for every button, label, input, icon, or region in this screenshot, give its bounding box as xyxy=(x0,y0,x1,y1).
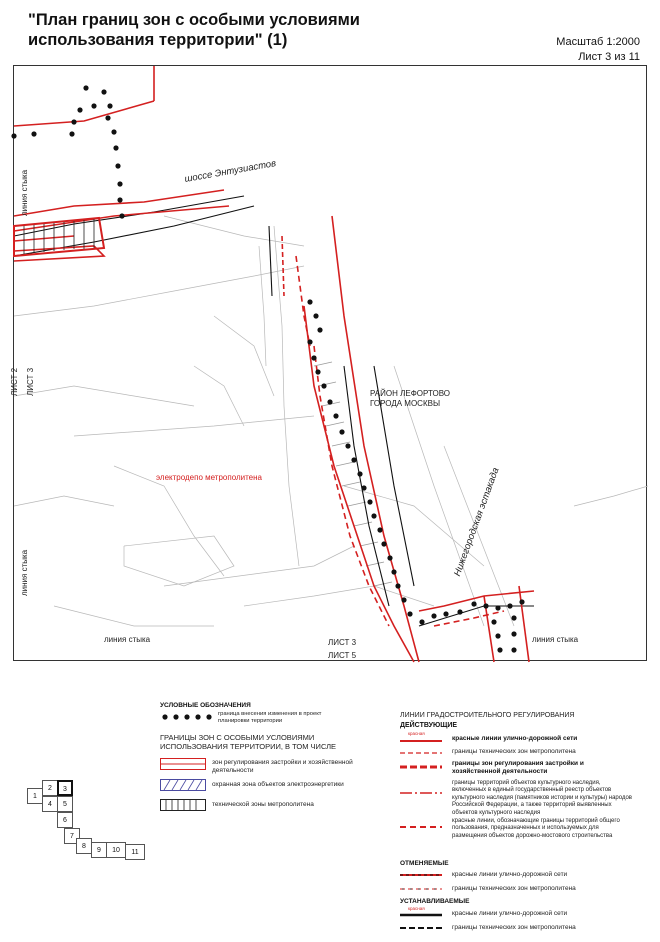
legend-heritage-swatch xyxy=(400,786,442,800)
boundary-dot xyxy=(311,355,316,360)
boundary-dot xyxy=(307,299,312,304)
legend-cancelled-red-swatch xyxy=(400,870,442,880)
sheet-number-label: Лист 3 из 11 xyxy=(578,51,640,63)
legend-metro-zone-swatch xyxy=(160,799,206,811)
legend-cancelled-heading: ОТМЕНЯЕМЫЕ xyxy=(400,860,449,867)
boundary-dot xyxy=(339,429,344,434)
overpass-label: Нижегородская эстакада xyxy=(452,466,502,578)
boundary-dot xyxy=(345,443,350,448)
boundary-dot xyxy=(333,413,338,418)
sheet-index-cell: 5 xyxy=(57,796,73,812)
boundary-dot xyxy=(391,569,396,574)
legend-metro-boundary-swatch xyxy=(400,748,442,758)
boundary-dot xyxy=(457,609,462,614)
boundary-dot xyxy=(491,619,496,624)
sheet-left-b: ЛИСТ 3 xyxy=(26,367,35,396)
boundary-dot xyxy=(401,597,406,602)
sheet-index-cell: 6 xyxy=(57,812,73,828)
legend-zones-heading: ГРАНИЦЫ ЗОН С ОСОБЫМИ УСЛОВИЯМИ ИСПОЛЬЗОВАНИЯ ТЕРРИТОРИИ, В ТОМ ЧИСЛЕ xyxy=(160,733,337,751)
boundary-dot xyxy=(443,611,448,616)
boundary-dot xyxy=(11,133,16,138)
legend-dots-swatch xyxy=(160,712,215,722)
legend-established-red-lines: красные линии улично-дорожной сети xyxy=(452,910,568,917)
swatch-tag: красная xyxy=(408,731,425,736)
boundary-dot xyxy=(387,555,392,560)
boundary-dot xyxy=(381,541,386,546)
district-label-line1: РАЙОН ЛЕФОРТОВО xyxy=(370,389,451,398)
highway-label: шоссе Энтузиастов xyxy=(183,158,277,185)
boundary-dot xyxy=(77,107,82,112)
boundary-dot xyxy=(71,119,76,124)
boundary-dot xyxy=(83,85,88,90)
boundary-dot xyxy=(395,583,400,588)
sheet-index-cell: 9 xyxy=(91,842,107,858)
depot-label: электродепо метрополитена xyxy=(156,473,262,482)
legend-zone-regulation-swatch xyxy=(160,758,206,770)
sheet-bottom-b: ЛИСТ 5 xyxy=(328,651,357,660)
sheet-index-cell: 11 xyxy=(125,844,145,860)
legend-existing-metro: границы технических зон метрополитена xyxy=(452,748,576,755)
boundary-dot xyxy=(307,339,312,344)
boundary-dot xyxy=(313,313,318,318)
boundary-dot xyxy=(497,647,502,652)
legend-existing-road-construction: красные линии, обозначающие границы территорий общего пользования, предназначенных и используемых для размещения объектов дорожно-мостового строительства xyxy=(452,818,620,839)
boundary-dot xyxy=(117,181,122,186)
legend-power-zone-swatch xyxy=(160,779,206,791)
sheet-left-a: ЛИСТ 2 xyxy=(10,367,19,396)
boundary-dot xyxy=(495,633,500,638)
boundary-dot xyxy=(101,89,106,94)
title-line-1: "План границ зон с особыми условиями xyxy=(28,11,360,29)
junction-bottom-right: линия стыка xyxy=(532,635,579,644)
boundary-dot xyxy=(495,605,500,610)
boundary-dot xyxy=(367,499,372,504)
legend-boundary-text: граница внесения изменения в проект планировки территории xyxy=(218,711,322,724)
map-frame[interactable] xyxy=(10,65,647,661)
boundary-dot xyxy=(69,131,74,136)
sheet-index-cell: 1 xyxy=(27,788,43,804)
boundary-dot xyxy=(371,513,376,518)
legend-existing-regulation: границы зон регулирования застройки и хозяйственной деятельности xyxy=(452,760,584,775)
boundary-dot xyxy=(351,457,356,462)
boundary-dot xyxy=(115,163,120,168)
legend-established-metro-swatch xyxy=(400,923,442,933)
project-boundary-dots xyxy=(11,85,524,652)
map-canvas[interactable] xyxy=(14,66,648,662)
boundary-dot xyxy=(361,485,366,490)
boundary-dot xyxy=(357,471,362,476)
sheet-index-cell: 8 xyxy=(76,838,92,854)
legend-regulation-boundary-swatch xyxy=(400,762,442,772)
junction-left-bottom: линия стыка xyxy=(20,549,29,596)
boundary-dot xyxy=(107,103,112,108)
legend-metro-zone: технической зоны метрополитена xyxy=(212,801,314,808)
boundary-dot xyxy=(31,131,36,136)
boundary-dot xyxy=(321,383,326,388)
legend-road-construction-swatch xyxy=(400,822,442,832)
junction-bottom-left: линия стыка xyxy=(104,635,151,644)
swatch-tag: красная xyxy=(408,906,425,911)
boundary-dot xyxy=(519,599,524,604)
boundary-dot xyxy=(419,619,424,624)
sheet-index-cell-current: 3 xyxy=(57,780,73,796)
legend-existing-heading: ДЕЙСТВУЮЩИЕ xyxy=(400,722,458,729)
boundary-dot xyxy=(105,115,110,120)
legend-cancelled-metro-swatch xyxy=(400,884,442,894)
sheet-index-cell: 4 xyxy=(42,796,58,812)
legend-existing-heritage: границы территорий объектов культурного наследия, включенных в единый государственный реестр объектов культурного наследия (памятников истории и культуры) народов Российской Федерации, а также территорий выявленных объектов культурного наследия xyxy=(452,780,632,816)
boundary-dot xyxy=(91,103,96,108)
boundary-dot xyxy=(431,613,436,618)
scale-label: Масштаб 1:2000 xyxy=(556,36,640,48)
boundary-dot xyxy=(327,399,332,404)
sheet-index-cell: 7 xyxy=(64,828,80,844)
legend-established-metro: границы технических зон метрополитена xyxy=(452,924,576,931)
legend-zone-regulation: зон регулирования застройки и хозяйственной деятельности xyxy=(212,759,353,774)
boundary-dot xyxy=(483,603,488,608)
boundary-dot xyxy=(377,527,382,532)
legend-heading: УСЛОВНЫЕ ОБОЗНАЧЕНИЯ xyxy=(160,702,251,709)
district-label-line2: ГОРОДА МОСКВЫ xyxy=(370,399,441,408)
boundary-dot xyxy=(471,601,476,606)
legend-cancelled-red-lines: красные линии улично-дорожной сети xyxy=(452,871,568,878)
page-title xyxy=(28,10,488,50)
legend-existing-red-lines: красные линии улично-дорожной сети xyxy=(452,735,578,742)
junction-left-top: линия стыка xyxy=(20,169,29,216)
legend-lines-heading: ЛИНИИ ГРАДОСТРОИТЕЛЬНОГО РЕГУЛИРОВАНИЯ xyxy=(400,712,575,719)
boundary-dot xyxy=(113,145,118,150)
boundary-dot xyxy=(117,197,122,202)
legend-cancelled-metro: границы технических зон метрополитена xyxy=(452,885,576,892)
boundary-dot xyxy=(317,327,322,332)
boundary-dot xyxy=(511,615,516,620)
sheet-index-cell: 10 xyxy=(106,842,126,858)
legend-established-heading: УСТАНАВЛИВАЕМЫЕ xyxy=(400,898,470,905)
boundary-dot xyxy=(119,213,124,218)
sheet-index-cell: 2 xyxy=(42,780,58,796)
boundary-dot xyxy=(407,611,412,616)
boundary-dot xyxy=(111,129,116,134)
title-line-2: использования территории" (1) xyxy=(28,31,288,49)
legend-power-zone: охранная зона объектов электроэнергетики xyxy=(212,781,344,788)
sheet-bottom-a: ЛИСТ 3 xyxy=(328,638,357,647)
boundary-dot xyxy=(511,647,516,652)
boundary-dot xyxy=(511,631,516,636)
boundary-dot xyxy=(315,369,320,374)
background-parcels xyxy=(14,216,648,626)
boundary-dot xyxy=(507,603,512,608)
